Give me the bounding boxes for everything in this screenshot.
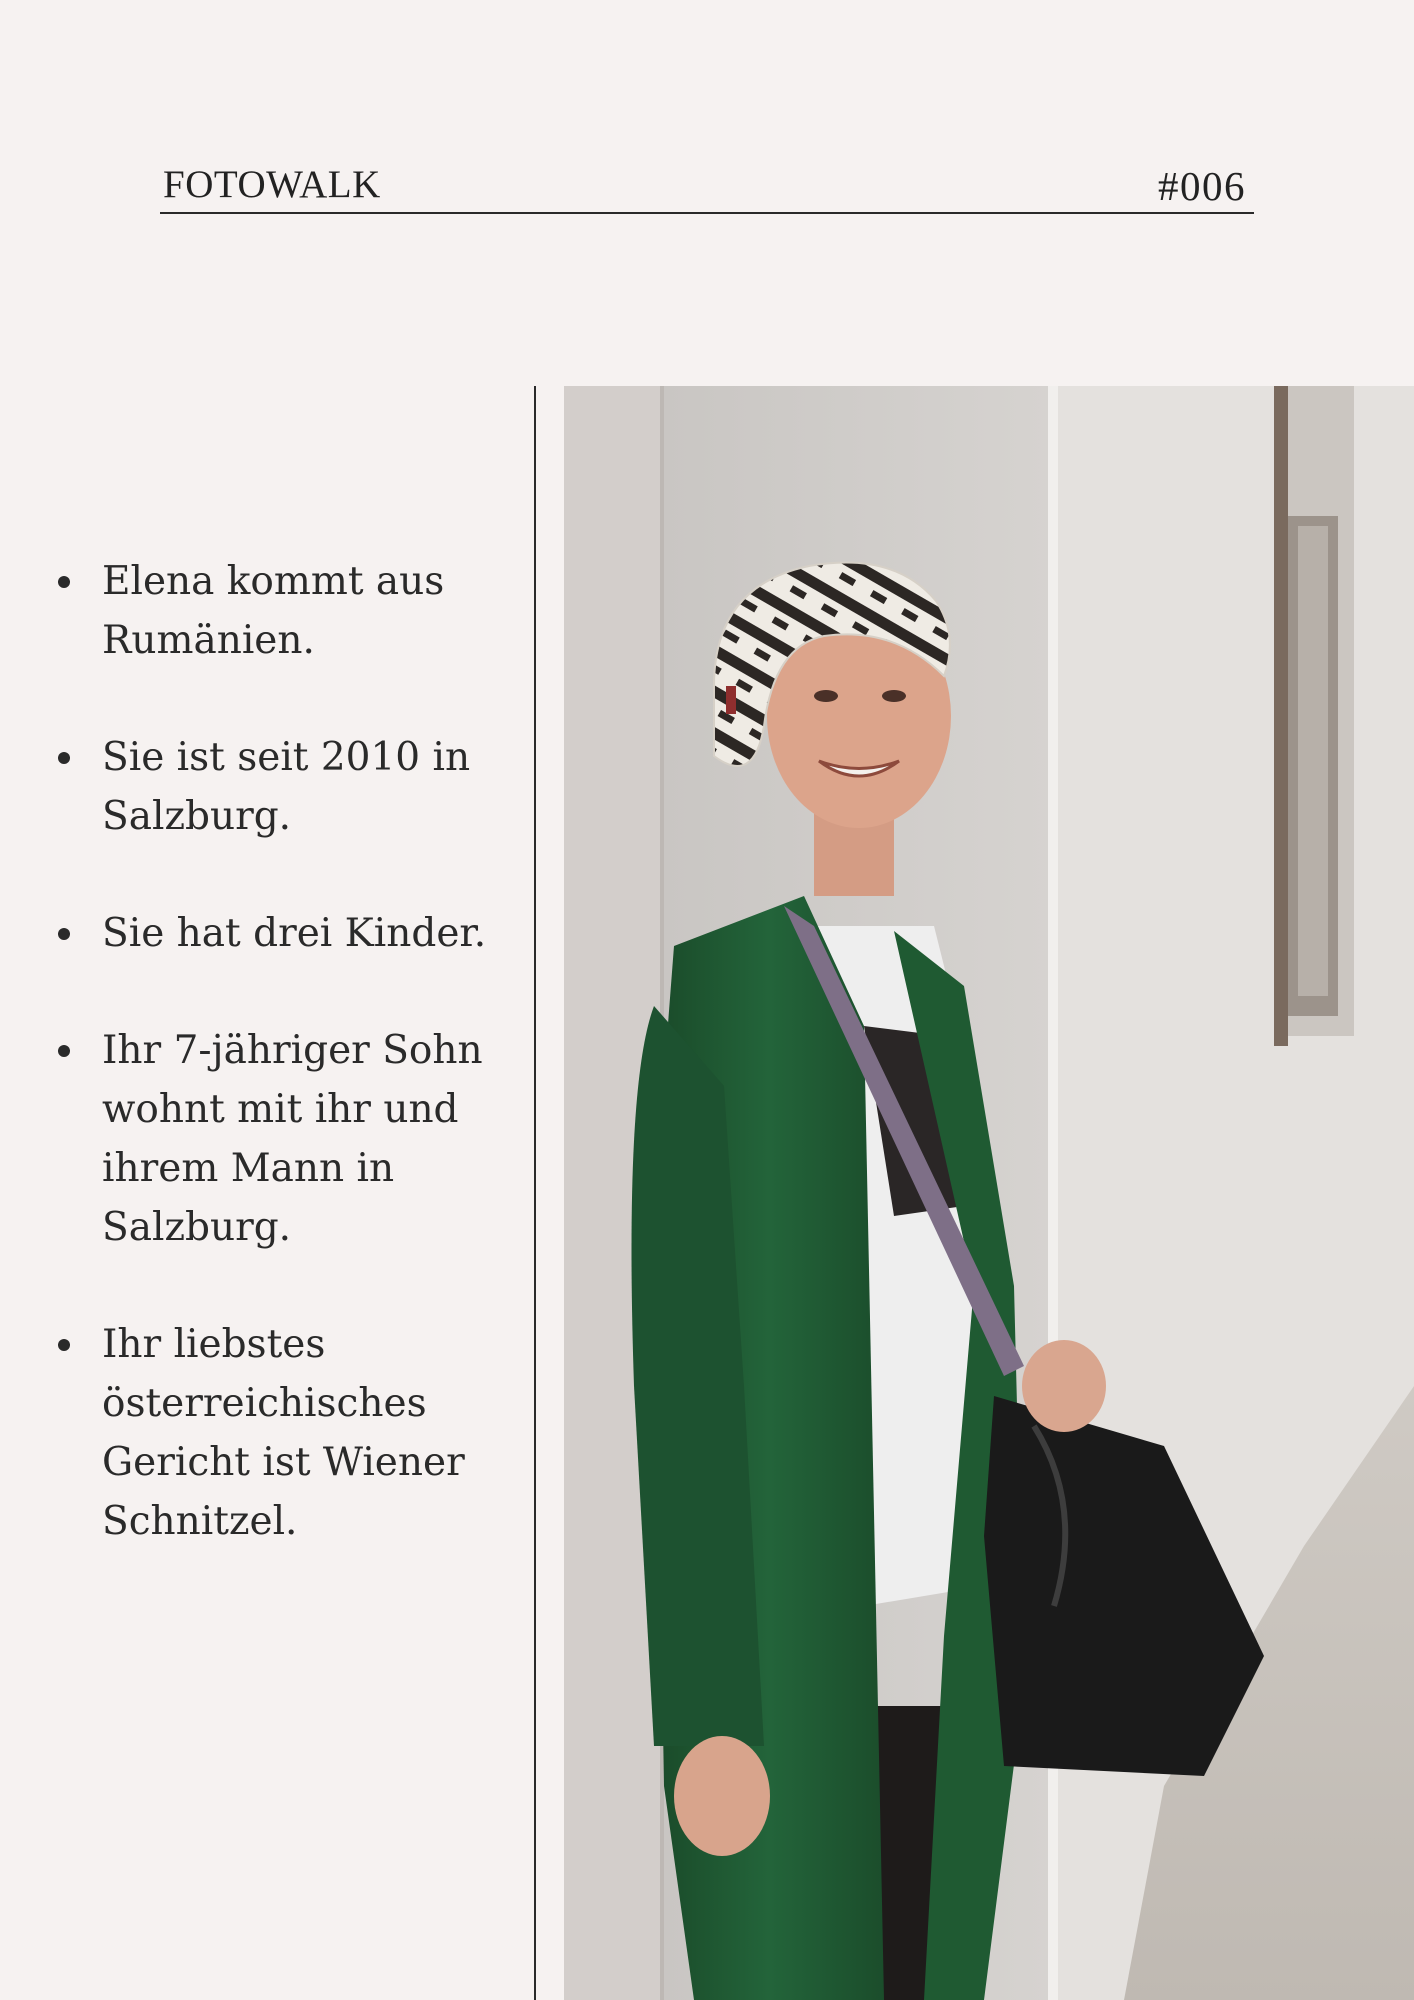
bullet-icon — [58, 928, 70, 940]
fact-item — [52, 1315, 512, 1551]
bullet-icon — [58, 1339, 70, 1351]
fact-text: Ihr liebstes österreichisches Gericht ist Wiener Schnitzel. — [102, 1322, 465, 1544]
fact-text: Sie hat drei Kinder. — [102, 911, 487, 956]
fact-item — [52, 1021, 512, 1257]
bullet-icon — [58, 576, 70, 588]
issue-number: #006 — [1158, 163, 1246, 209]
fact-item — [52, 728, 512, 846]
fact-item — [52, 552, 512, 670]
fact-text: Sie ist seit 2010 in Salzburg. — [102, 735, 471, 839]
bullet-icon — [58, 1045, 70, 1057]
fact-item — [52, 904, 512, 963]
bullet-icon — [58, 752, 70, 764]
vertical-divider — [534, 386, 536, 2000]
fact-text: Elena kommt aus Rumänien. — [102, 559, 445, 663]
fact-text: Ihr 7-jähriger Sohn wohnt mit ihr und ihrem Mann in Salzburg. — [102, 1028, 483, 1250]
header — [160, 160, 1254, 214]
header-title: FOTOWALK — [163, 163, 381, 206]
facts-list — [52, 552, 512, 1609]
portrait-photo — [564, 386, 1414, 2000]
